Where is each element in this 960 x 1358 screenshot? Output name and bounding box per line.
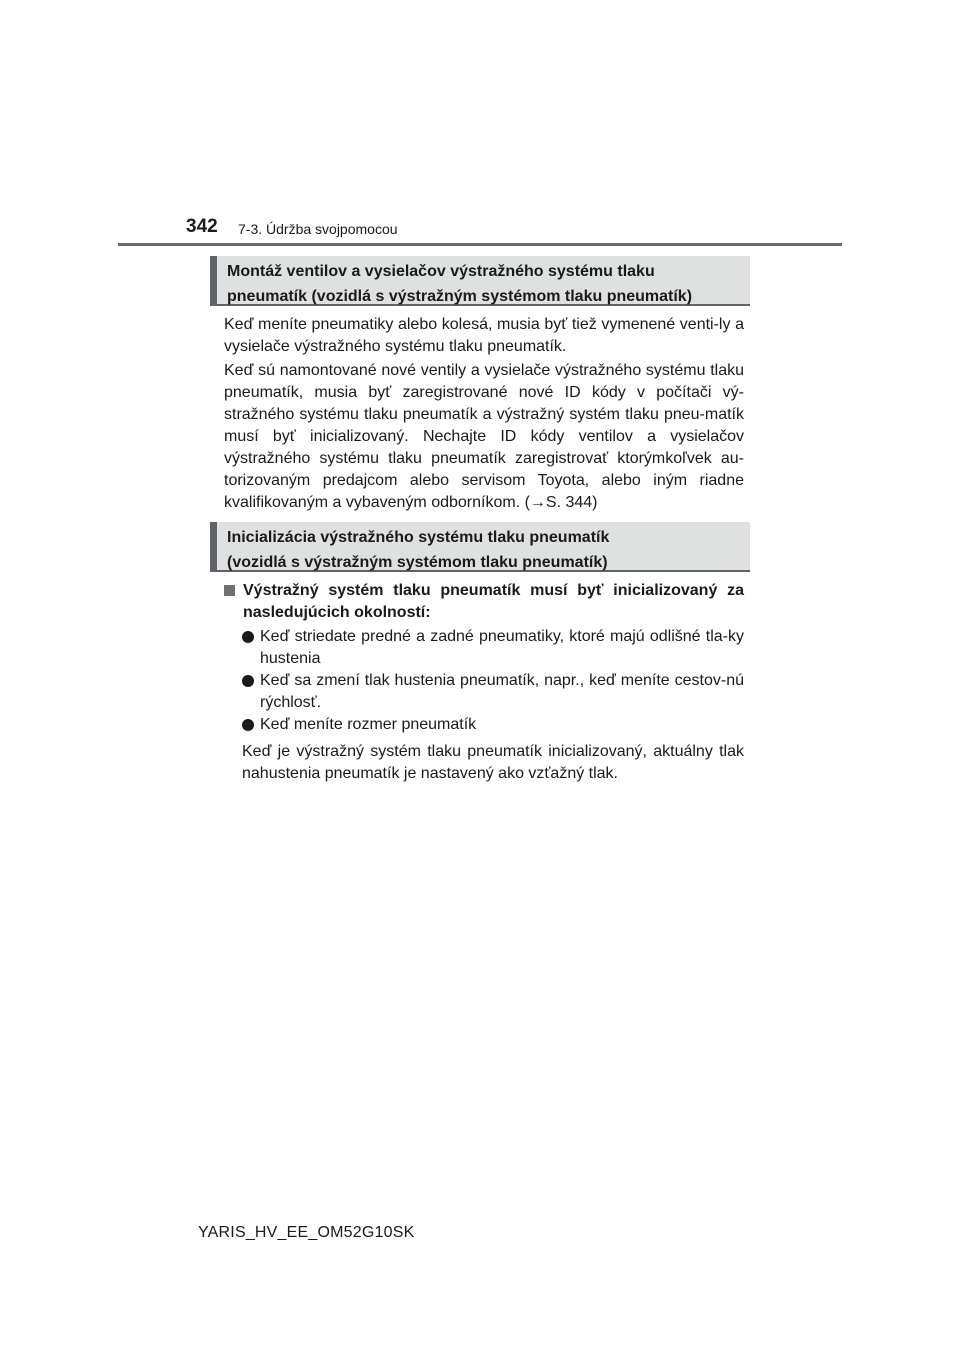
section-heading-valve-installation xyxy=(210,256,750,306)
list-item-text: Keď meníte rozmer pneumatík xyxy=(260,716,477,733)
section-heading-line: pneumatík (vozidlá s výstražným systémom tlaku pneumatík) xyxy=(227,288,693,305)
list-item xyxy=(242,670,744,714)
subheading-text: Výstražný systém tlaku pneumatík musí byť inicializovaný za nasledujúcich okolností: xyxy=(243,582,744,621)
section-heading-line: Inicializácia výstražného systému tlaku pneumatík xyxy=(227,529,610,546)
list-item xyxy=(242,714,744,736)
section-heading-initialization xyxy=(210,522,750,572)
note-paragraph: Keď je výstražný systém tlaku pneumatík inicializovaný, aktuálny tlak nahustenia pneumatík je nastavený ako vzťažný tlak. xyxy=(242,743,744,782)
square-bullet-icon xyxy=(224,585,235,596)
paragraph: Keď sú namontované nové ventily a vysielače výstražného systému tlaku pneumatík, musia byť zaregistrované nové ID kódy v počítači vý-stražného systému tlaku pneumatík a výstražný systém tlaku pneu-matík musí byť inicializovaný. Nechajte ID kódy ventilov a vysielačov výstražného systému tlaku pneumatík zaregistrovať ktorýmkoľvek au-torizovaným predajcom alebo servisom Toyota, alebo iným riadne kvalifikovaným a vybaveným odborníkom. (→S. 344) xyxy=(224,362,744,511)
document-code: YARIS_HV_EE_OM52G10SK xyxy=(198,1224,415,1241)
list-item-text: Keď sa zmení tlak hustenia pneumatík, napr., keď meníte cestov-nú rýchlosť. xyxy=(260,672,744,711)
list-item xyxy=(242,626,744,670)
paragraph: Keď meníte pneumatiky alebo kolesá, musia byť tiež vymenené venti-ly a vysielače výstražného systému tlaku pneumatík. xyxy=(224,316,744,355)
list-item-text: Keď striedate predné a zadné pneumatiky, ktoré majú odlišné tla-ky hustenia xyxy=(260,628,744,667)
page-number: 342 xyxy=(186,216,218,237)
bullet-dot-icon xyxy=(242,719,254,731)
header-divider xyxy=(118,243,842,246)
section-heading-line: Montáž ventilov a vysielačov výstražného systému tlaku xyxy=(227,263,655,280)
chapter-title: 7-3. Údržba svojpomocou xyxy=(238,221,398,237)
section-heading-line: (vozidlá s výstražným systémom tlaku pneumatík) xyxy=(227,554,608,571)
bullet-dot-icon xyxy=(242,631,254,643)
bullet-dot-icon xyxy=(242,675,254,687)
subheading xyxy=(224,580,744,624)
